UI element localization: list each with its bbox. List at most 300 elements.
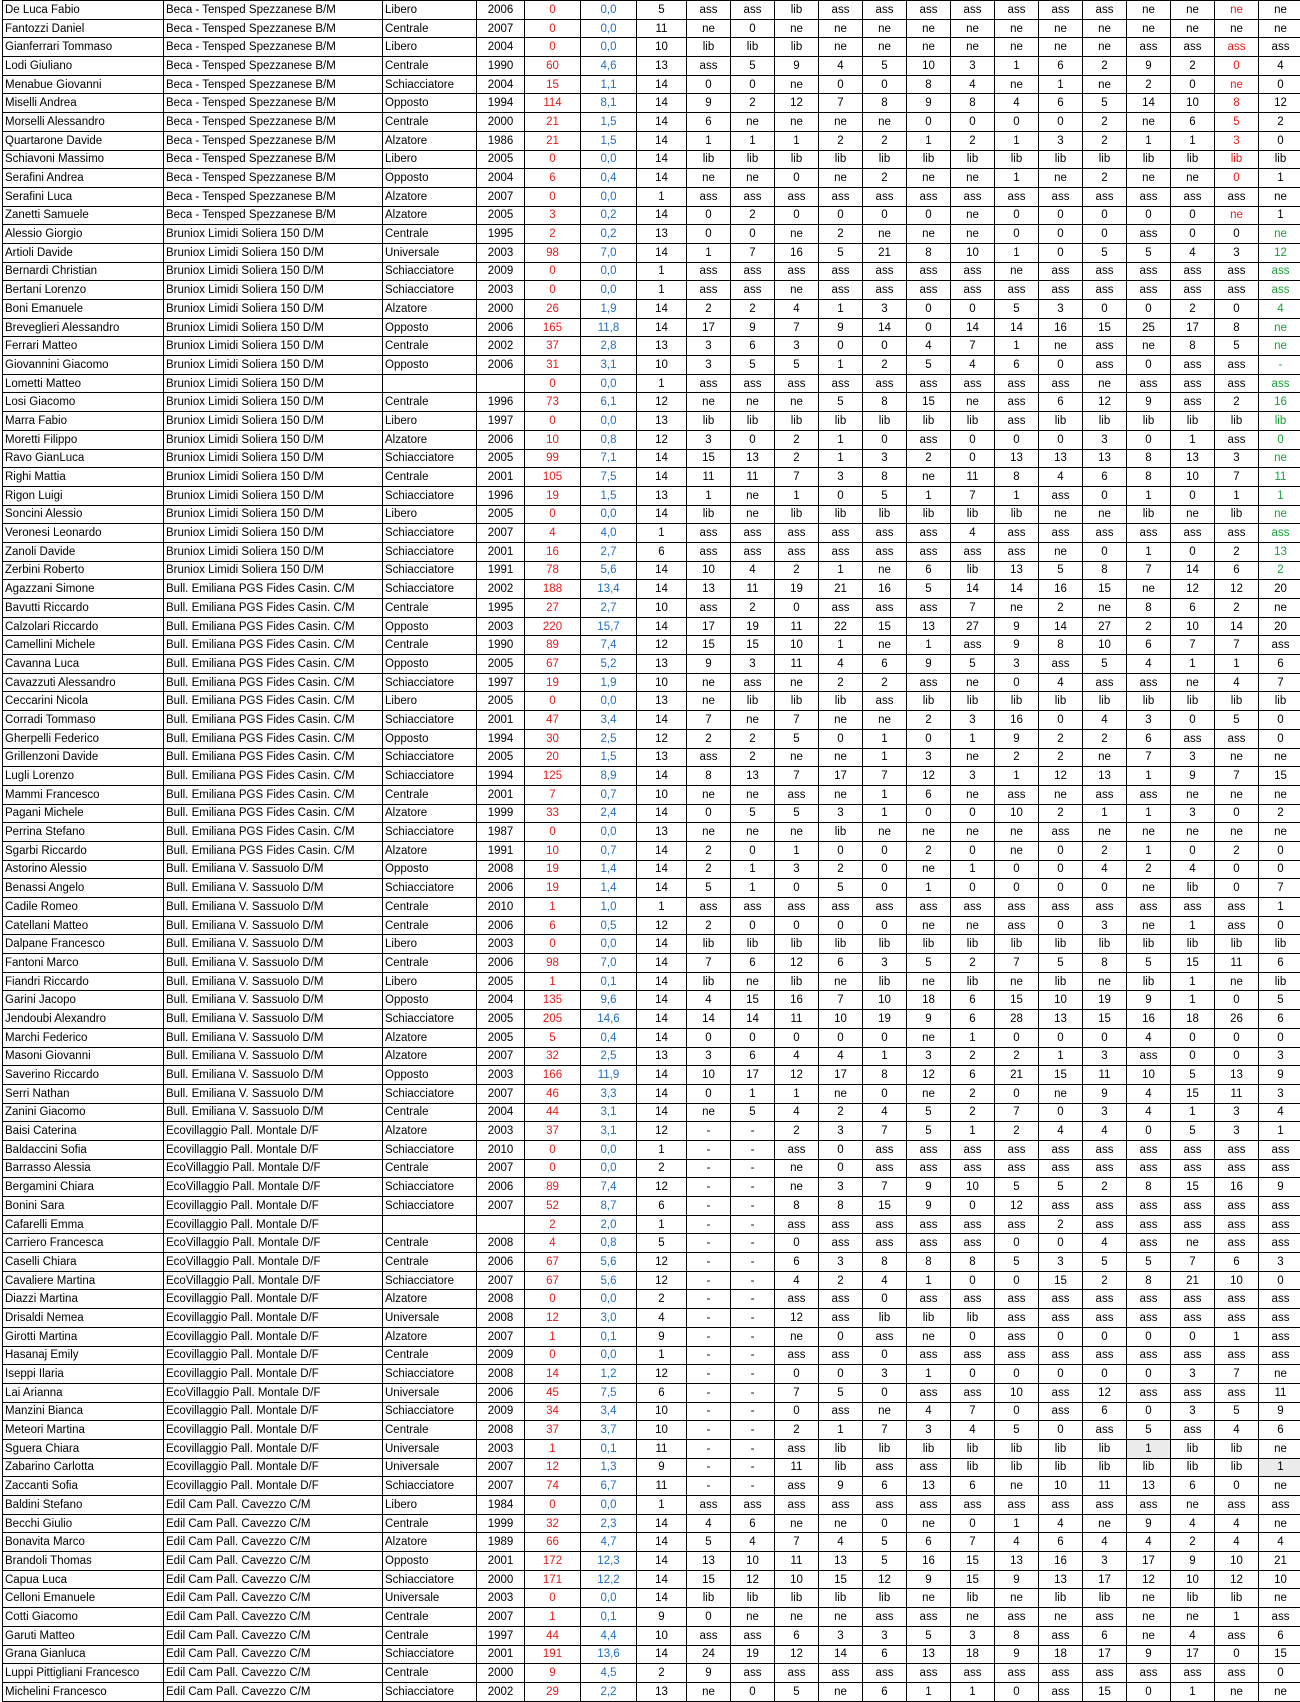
game-7-cell: lib [951,1458,995,1477]
game-3-cell: ne [775,19,819,38]
average-points-cell: 4,4 [581,1626,637,1645]
game-14-cell: ne [1259,1439,1300,1458]
game-1-cell: ne [687,393,731,412]
games-played-cell: 14 [637,150,687,169]
game-6-cell: 0 [907,206,951,225]
game-7-cell: ass [951,374,995,393]
table-row [3,748,1300,767]
game-3-cell: ass [775,262,819,281]
game-13-cell: 3 [1215,1122,1259,1141]
game-9-cell: ass [1039,486,1083,505]
game-7-cell: 7 [951,1402,995,1421]
game-10-cell: 0 [1083,225,1127,244]
game-10-cell: ass [1083,262,1127,281]
average-points-cell: 11,8 [581,318,637,337]
game-4-cell: ne [819,748,863,767]
game-4-cell: ne [819,1084,863,1103]
average-points-cell: 5,6 [581,1253,637,1272]
game-7-cell: 0 [951,113,995,132]
game-10-cell: 4 [1083,1533,1127,1552]
birth-year-cell: 2004 [477,38,525,57]
game-9-cell: 13 [1039,1570,1083,1589]
game-14-cell: 9 [1259,1402,1300,1421]
birth-year-cell: 2004 [477,1103,525,1122]
birth-year-cell: 2005 [477,748,525,767]
game-10-cell: 0 [1083,879,1127,898]
game-2-cell: 13 [731,449,775,468]
game-2-cell: 0 [731,916,775,935]
game-5-cell: ass [863,187,907,206]
team-cell: Bull. Emiliana PGS Fides Casin. C/M [164,617,383,636]
games-played-cell: 12 [637,916,687,935]
game-10-cell: ass [1083,1215,1127,1234]
game-10-cell: ass [1083,187,1127,206]
game-11-cell: 9 [1127,991,1171,1010]
game-5-cell: 5 [863,486,907,505]
table-row [3,1028,1300,1047]
game-6-cell: 1 [907,131,951,150]
team-cell: Bull. Emiliana V. Sassuolo D/M [164,954,383,973]
game-2-cell: ass [731,1626,775,1645]
birth-year-cell: 1997 [477,673,525,692]
game-10-cell: 3 [1083,1552,1127,1571]
role-cell: Opposto [383,94,477,113]
game-13-cell: ne [1215,1,1259,20]
game-6-cell: ass [907,599,951,618]
game-4-cell: 3 [819,1122,863,1141]
birth-year-cell: 2004 [477,991,525,1010]
game-3-cell: 11 [775,1458,819,1477]
average-points-cell: 8,9 [581,767,637,786]
table-row [3,804,1300,823]
games-played-cell: 13 [637,412,687,431]
average-points-cell: 0,0 [581,38,637,57]
game-6-cell: ne [907,823,951,842]
game-12-cell: 3 [1171,1365,1215,1384]
game-6-cell: 5 [907,1122,951,1141]
table-row [3,374,1300,393]
team-cell: Ecovillaggio Pall. Montale D/F [164,1439,383,1458]
game-4-cell: ne [819,113,863,132]
role-cell: Schiacciatore [383,1477,477,1496]
game-5-cell: ass [863,281,907,300]
game-11-cell: 1 [1127,486,1171,505]
game-13-cell: ne [1215,206,1259,225]
game-1-cell: 6 [687,113,731,132]
team-cell: Ecovillaggio Pall. Montale D/F [164,1309,383,1328]
game-3-cell: ne [775,823,819,842]
game-10-cell: 2 [1083,729,1127,748]
game-2-cell: ass [731,262,775,281]
average-points-cell: 3,4 [581,1402,637,1421]
games-played-cell: 5 [637,1234,687,1253]
game-4-cell: 10 [819,1010,863,1029]
total-points-cell: 0 [525,281,581,300]
total-points-cell: 34 [525,1402,581,1421]
table-row [3,673,1300,692]
player-name-cell: Bavutti Riccardo [3,599,164,618]
team-cell: Beca - Tensped Spezzanese B/M [164,206,383,225]
table-row [3,991,1300,1010]
team-cell: Bruniox Limidi Soliera 150 D/M [164,468,383,487]
games-played-cell: 1 [637,187,687,206]
role-cell: Schiacciatore [383,673,477,692]
game-4-cell: 2 [819,225,863,244]
game-14-cell: 1 [1259,169,1300,188]
team-cell: Bull. Emiliana V. Sassuolo D/M [164,1103,383,1122]
game-10-cell: ass [1083,1421,1127,1440]
game-8-cell: 0 [995,1271,1039,1290]
game-2-cell: ne [731,711,775,730]
game-12-cell: 6 [1171,113,1215,132]
team-cell: Ecovillaggio Pall. Montale D/F [164,1477,383,1496]
games-played-cell: 1 [637,1140,687,1159]
game-10-cell: 2 [1083,113,1127,132]
game-8-cell: lib [995,505,1039,524]
role-cell: Alzatore [383,300,477,319]
game-11-cell: 7 [1127,748,1171,767]
games-played-cell: 9 [637,1327,687,1346]
player-name-cell: Fiandri Riccardo [3,972,164,991]
game-6-cell: ass [907,281,951,300]
average-points-cell: 0,0 [581,374,637,393]
game-14-cell: ne [1259,19,1300,38]
game-6-cell: ass [907,1215,951,1234]
table-row [3,542,1300,561]
game-1-cell: ass [687,524,731,543]
role-cell: Universale [383,243,477,262]
player-name-cell: Lometti Matteo [3,374,164,393]
game-5-cell: 7 [863,1178,907,1197]
player-name-cell: Ravo GianLuca [3,449,164,468]
game-3-cell: ne [775,225,819,244]
player-name-cell: Baisi Caterina [3,1122,164,1141]
game-8-cell: 9 [995,1645,1039,1664]
game-8-cell: lib [995,150,1039,169]
birth-year-cell: 2001 [477,542,525,561]
game-14-cell: 15 [1259,1645,1300,1664]
player-name-cell: Zaccanti Sofia [3,1477,164,1496]
birth-year-cell: 2007 [477,1159,525,1178]
game-13-cell: 4 [1215,673,1259,692]
game-9-cell: 10 [1039,991,1083,1010]
game-1-cell: ne [687,19,731,38]
game-4-cell: ass [819,187,863,206]
games-played-cell: 10 [637,1402,687,1421]
game-10-cell: ass [1083,1290,1127,1309]
average-points-cell: 5,2 [581,655,637,674]
game-12-cell: 14 [1171,561,1215,580]
game-6-cell: 3 [907,1047,951,1066]
average-points-cell: 0,0 [581,1290,637,1309]
game-6-cell: ass [907,1608,951,1627]
game-12-cell: lib [1171,935,1215,954]
role-cell: Centrale [383,916,477,935]
game-5-cell: 7 [863,1421,907,1440]
birth-year-cell: 2005 [477,1028,525,1047]
game-13-cell: 2 [1215,542,1259,561]
game-11-cell: 3 [1127,711,1171,730]
games-played-cell: 6 [637,1197,687,1216]
game-2-cell: ass [731,1496,775,1515]
birth-year-cell: 1990 [477,636,525,655]
game-14-cell: ass [1259,1608,1300,1627]
game-6-cell: ass [907,1346,951,1365]
game-12-cell: 0 [1171,486,1215,505]
game-12-cell: ass [1171,1346,1215,1365]
team-cell: Bull. Emiliana V. Sassuolo D/M [164,972,383,991]
game-10-cell: 6 [1083,468,1127,487]
game-11-cell: ass [1127,281,1171,300]
table-row [3,1533,1300,1552]
game-12-cell: ass [1171,729,1215,748]
game-3-cell: lib [775,972,819,991]
table-row [3,337,1300,356]
player-name-cell: Drisaldi Nemea [3,1309,164,1328]
role-cell: Schiacciatore [383,561,477,580]
game-6-cell: lib [907,412,951,431]
game-13-cell: ass [1215,1664,1259,1683]
games-played-cell: 12 [637,430,687,449]
game-5-cell: 2 [863,131,907,150]
player-name-cell: Sgarbi Riccardo [3,841,164,860]
game-13-cell: ne [1215,972,1259,991]
game-2-cell: ne [731,1608,775,1627]
player-name-cell: Soncini Alessio [3,505,164,524]
game-5-cell: 0 [863,337,907,356]
average-points-cell: 0,0 [581,1159,637,1178]
game-7-cell: ass [951,1290,995,1309]
player-name-cell: Diazzi Martina [3,1290,164,1309]
games-played-cell: 6 [637,542,687,561]
average-points-cell: 0,1 [581,1327,637,1346]
birth-year-cell: 2007 [477,1608,525,1627]
table-row [3,841,1300,860]
average-points-cell: 0,0 [581,935,637,954]
table-row [3,729,1300,748]
game-9-cell: 6 [1039,1533,1083,1552]
games-played-cell: 14 [637,991,687,1010]
game-9-cell: 12 [1039,767,1083,786]
game-4-cell: 3 [819,804,863,823]
game-1-cell: lib [687,1589,731,1608]
game-6-cell: lib [907,1439,951,1458]
birth-year-cell: 1995 [477,599,525,618]
game-5-cell: 1 [863,729,907,748]
game-3-cell: 5 [775,729,819,748]
game-3-cell: ass [775,1496,819,1515]
game-9-cell: lib [1039,1589,1083,1608]
game-10-cell: ass [1083,1,1127,20]
game-7-cell: ne [951,19,995,38]
game-14-cell: 0 [1259,841,1300,860]
game-13-cell: ass [1215,1626,1259,1645]
game-13-cell: 1 [1215,655,1259,674]
game-7-cell: ne [951,169,995,188]
game-10-cell: 6 [1083,1626,1127,1645]
game-10-cell: 8 [1083,561,1127,580]
total-points-cell: 89 [525,1178,581,1197]
game-4-cell: lib [819,505,863,524]
game-10-cell: ass [1083,1309,1127,1328]
game-12-cell: 5 [1171,1122,1215,1141]
games-played-cell: 14 [637,841,687,860]
game-11-cell: 8 [1127,1271,1171,1290]
game-14-cell: ne [1259,1682,1300,1701]
games-played-cell: 12 [637,636,687,655]
game-2-cell: 5 [731,1103,775,1122]
game-14-cell: ne [1259,1589,1300,1608]
average-points-cell: 2,7 [581,599,637,618]
table-row [3,150,1300,169]
average-points-cell: 2,3 [581,1514,637,1533]
game-8-cell: ne [995,19,1039,38]
game-8-cell: ass [995,1215,1039,1234]
game-2-cell: lib [731,150,775,169]
game-3-cell: 10 [775,636,819,655]
total-points-cell: 165 [525,318,581,337]
game-12-cell: 9 [1171,767,1215,786]
player-name-cell: Pagani Michele [3,804,164,823]
games-played-cell: 14 [637,505,687,524]
games-played-cell: 13 [637,748,687,767]
birth-year-cell: 1984 [477,1496,525,1515]
game-1-cell: - [687,1439,731,1458]
game-8-cell: 5 [995,1253,1039,1272]
game-9-cell: ne [1039,1608,1083,1627]
game-11-cell: lib [1127,692,1171,711]
game-5-cell: 5 [863,1552,907,1571]
role-cell: Schiacciatore [383,748,477,767]
total-points-cell: 0 [525,412,581,431]
game-6-cell: 4 [907,337,951,356]
games-played-cell: 11 [637,1439,687,1458]
table-row [3,1589,1300,1608]
game-3-cell: ass [775,1215,819,1234]
game-13-cell: 10 [1215,1271,1259,1290]
game-4-cell: 17 [819,767,863,786]
game-9-cell: ass [1039,1682,1083,1701]
player-name-cell: Sguera Chiara [3,1439,164,1458]
table-row [3,468,1300,487]
game-14-cell: 0 [1259,75,1300,94]
table-row [3,1103,1300,1122]
birth-year-cell: 1997 [477,1626,525,1645]
birth-year-cell: 2005 [477,1010,525,1029]
game-9-cell: 18 [1039,1645,1083,1664]
game-10-cell: 0 [1083,1327,1127,1346]
game-13-cell: lib [1215,935,1259,954]
game-9-cell: ass [1039,898,1083,917]
game-11-cell: ne [1127,169,1171,188]
game-12-cell: 21 [1171,1271,1215,1290]
game-4-cell: ass [819,1,863,20]
game-8-cell: lib [995,935,1039,954]
player-name-cell: Bertani Lorenzo [3,281,164,300]
game-4-cell: 0 [819,729,863,748]
game-8-cell: ass [995,1159,1039,1178]
game-10-cell: ass [1083,337,1127,356]
team-cell: Bruniox Limidi Soliera 150 D/M [164,561,383,580]
game-1-cell: 0 [687,1608,731,1627]
game-4-cell: ass [819,1664,863,1683]
game-9-cell: lib [1039,150,1083,169]
game-11-cell: lib [1127,505,1171,524]
role-cell: Schiacciatore [383,823,477,842]
team-cell: Bruniox Limidi Soliera 150 D/M [164,393,383,412]
player-name-cell: Barrasso Alessia [3,1159,164,1178]
game-6-cell: ass [907,1458,951,1477]
team-cell: Beca - Tensped Spezzanese B/M [164,113,383,132]
role-cell: Opposto [383,356,477,375]
game-7-cell: 3 [951,711,995,730]
total-points-cell: 188 [525,580,581,599]
game-10-cell: 0 [1083,1028,1127,1047]
game-2-cell: 2 [731,748,775,767]
game-6-cell: ass [907,1664,951,1683]
game-14-cell: 9 [1259,1066,1300,1085]
game-12-cell: 2 [1171,57,1215,76]
game-10-cell: 12 [1083,393,1127,412]
game-11-cell: ass [1127,38,1171,57]
game-11-cell: ass [1127,1496,1171,1515]
game-9-cell: ass [1039,1140,1083,1159]
role-cell: Alzatore [383,1122,477,1141]
game-10-cell: 17 [1083,1570,1127,1589]
team-cell: Bull. Emiliana PGS Fides Casin. C/M [164,655,383,674]
team-cell: EcoVillaggio Pall. Montale D/F [164,1253,383,1272]
game-1-cell: 0 [687,1028,731,1047]
game-8-cell: 14 [995,580,1039,599]
game-7-cell: ass [951,898,995,917]
game-8-cell: 4 [995,94,1039,113]
game-8-cell: 28 [995,1010,1039,1029]
game-11-cell: 1 [1127,1439,1171,1458]
game-10-cell: 19 [1083,991,1127,1010]
game-7-cell: ass [951,281,995,300]
game-3-cell: 4 [775,1271,819,1290]
team-cell: Bruniox Limidi Soliera 150 D/M [164,542,383,561]
game-9-cell: 15 [1039,1066,1083,1085]
games-played-cell: 14 [637,1066,687,1085]
game-7-cell: ass [951,1383,995,1402]
games-played-cell: 12 [637,1271,687,1290]
game-13-cell: 7 [1215,636,1259,655]
game-5-cell: 0 [863,879,907,898]
birth-year-cell: 2003 [477,617,525,636]
game-2-cell: 0 [731,430,775,449]
table-row [3,1608,1300,1627]
game-3-cell: ass [775,785,819,804]
game-10-cell: 0 [1083,300,1127,319]
average-points-cell: 0,5 [581,916,637,935]
games-played-cell: 1 [637,524,687,543]
game-6-cell: lib [907,1309,951,1328]
birth-year-cell: 2004 [477,75,525,94]
role-cell [383,1215,477,1234]
game-10-cell: ass [1083,785,1127,804]
game-2-cell: 7 [731,243,775,262]
average-points-cell: 0,0 [581,1,637,20]
team-cell: Bruniox Limidi Soliera 150 D/M [164,505,383,524]
game-5-cell: ne [863,636,907,655]
total-points-cell: 45 [525,1383,581,1402]
game-8-cell: ne [995,262,1039,281]
game-5-cell: 1 [863,748,907,767]
birth-year-cell: 2003 [477,281,525,300]
game-7-cell: 1 [951,1682,995,1701]
game-8-cell: ass [995,898,1039,917]
